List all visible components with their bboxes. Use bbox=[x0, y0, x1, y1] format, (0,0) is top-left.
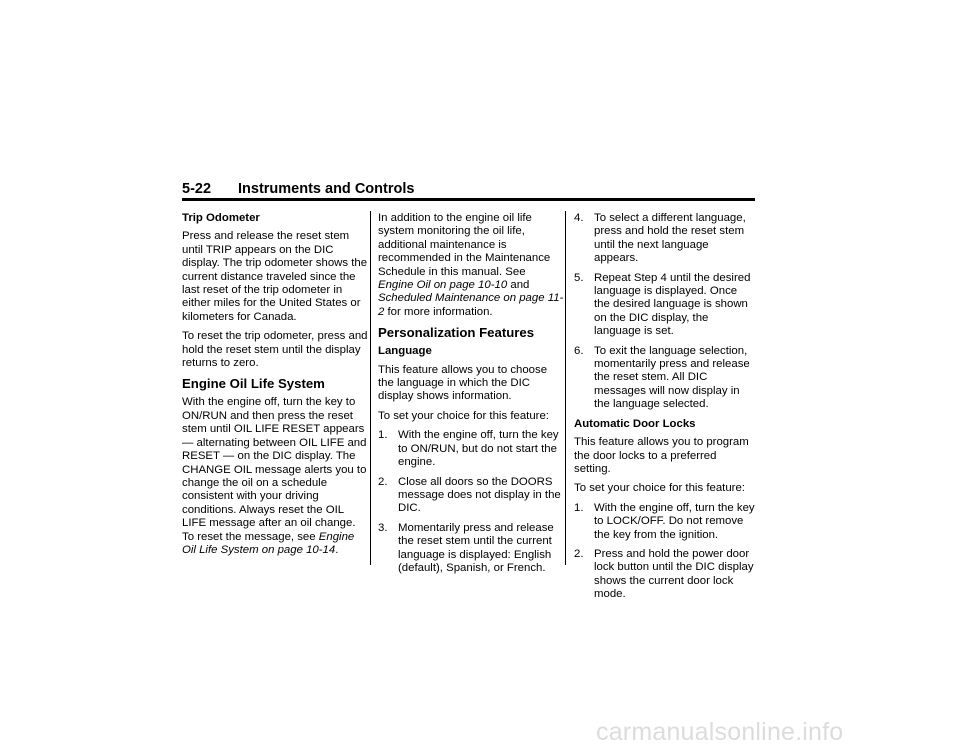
page-number: 5-22 bbox=[182, 181, 212, 197]
column-3 bbox=[574, 212, 756, 608]
list-item bbox=[574, 548, 756, 602]
step-number: 2. bbox=[574, 547, 584, 560]
door-locks-paragraph-1: This feature allows you to program the door locks to a preferred setting. bbox=[574, 436, 749, 475]
watermark: carmanualsonline.info bbox=[596, 718, 844, 746]
list-item bbox=[378, 476, 564, 516]
engine-oil-life-paragraph bbox=[182, 396, 370, 557]
list-item bbox=[378, 522, 564, 576]
section-title: Instruments and Controls bbox=[238, 181, 415, 197]
maintenance-paragraph bbox=[378, 212, 564, 319]
column-2 bbox=[378, 212, 564, 581]
automatic-door-locks-heading: Automatic Door Locks bbox=[574, 417, 696, 430]
step-text: To select a different language, press and hold the reset stem until the next language appears. bbox=[594, 212, 746, 265]
language-paragraph-2: To set your choice for this feature: bbox=[378, 409, 549, 422]
step-text: With the engine off, turn the key to LOCK/OFF. Do not remove the key from the ignition. bbox=[594, 501, 755, 541]
door-locks-paragraph-2: To set your choice for this feature: bbox=[574, 482, 745, 495]
step-text: Close all doors so the DOORS message does not display in the DIC. bbox=[398, 475, 561, 515]
list-item bbox=[574, 272, 756, 339]
scheduled-maintenance-reference: Scheduled Maintenance on page 11-2 bbox=[378, 292, 564, 318]
oil-text-end: . bbox=[335, 543, 339, 556]
step-text: With the engine off, turn the key to ON/RUN, but do not start the engine. bbox=[398, 429, 559, 469]
step-text: Momentarily press and release the reset stem until the current language is displayed: English (default), Spanish, or French. bbox=[398, 521, 554, 574]
maintenance-text: In addition to the engine oil life system monitoring the oil life, additional maintenance is recommended in the Maintenance Schedule in this manual. See bbox=[378, 212, 551, 278]
trip-odometer-paragraph-2: To reset the trip odometer, press and hold the reset stem until the display returns to zero. bbox=[182, 330, 368, 370]
column-1 bbox=[182, 212, 370, 563]
and-text: and bbox=[510, 279, 530, 292]
step-text: To exit the language selection, momentarily press and release the reset stem. All DIC messages will now display in the language selected. bbox=[594, 344, 750, 411]
language-steps bbox=[378, 429, 564, 575]
page-header bbox=[182, 181, 754, 197]
step-number: 6. bbox=[574, 344, 584, 357]
language-paragraph-1: This feature allows you to choose the language in which the DIC display shows information. bbox=[378, 363, 548, 403]
language-heading: Language bbox=[378, 345, 432, 358]
step-text: Press and hold the power door lock button until the DIC display shows the current door lock mode. bbox=[594, 547, 754, 601]
step-number: 4. bbox=[574, 212, 584, 224]
engine-oil-page-reference: Engine Oil on page 10-10 bbox=[378, 279, 508, 292]
engine-oil-life-heading: Engine Oil Life System bbox=[182, 376, 325, 392]
list-item bbox=[574, 502, 756, 542]
header-rule bbox=[182, 198, 755, 201]
column-divider-2 bbox=[565, 211, 566, 565]
language-steps-continued bbox=[574, 212, 756, 412]
step-number: 5. bbox=[574, 271, 584, 284]
step-number: 1. bbox=[574, 501, 584, 514]
personalization-heading: Personalization Features bbox=[378, 325, 535, 341]
oil-life-page-reference: Engine Oil Life System on page 10-14 bbox=[182, 530, 355, 556]
step-number: 2. bbox=[378, 475, 388, 488]
maintenance-text-end: for more information. bbox=[387, 305, 493, 318]
list-item bbox=[378, 429, 564, 469]
trip-odometer-paragraph-1: Press and release the reset stem until TRIP appears on the DIC display. The trip odometer shows the current distance traveled since the last reset of the trip odometer in either miles for the United States or kilometers for Canada. bbox=[182, 230, 368, 323]
trip-odometer-heading: Trip Odometer bbox=[182, 212, 260, 224]
step-text: Repeat Step 4 until the desired language is displayed. Once the desired language is shown on the DIC display, the language is set. bbox=[594, 271, 751, 338]
step-number: 1. bbox=[378, 429, 388, 442]
step-number: 3. bbox=[378, 521, 388, 534]
door-lock-steps bbox=[574, 502, 756, 602]
column-divider-1 bbox=[370, 211, 371, 565]
list-item bbox=[574, 345, 756, 412]
list-item bbox=[574, 212, 756, 266]
oil-text: With the engine off, turn the key to ON/RUN and then press the reset stem until OIL LIFE RESET appears — alternating between OIL LIFE and RESET — on the DIC display. The CHANGE OIL message alerts you to change the oil on a schedule consistent with your driving conditions. Always reset the OIL LIFE message after an oil change. To reset the message, see bbox=[182, 396, 367, 543]
